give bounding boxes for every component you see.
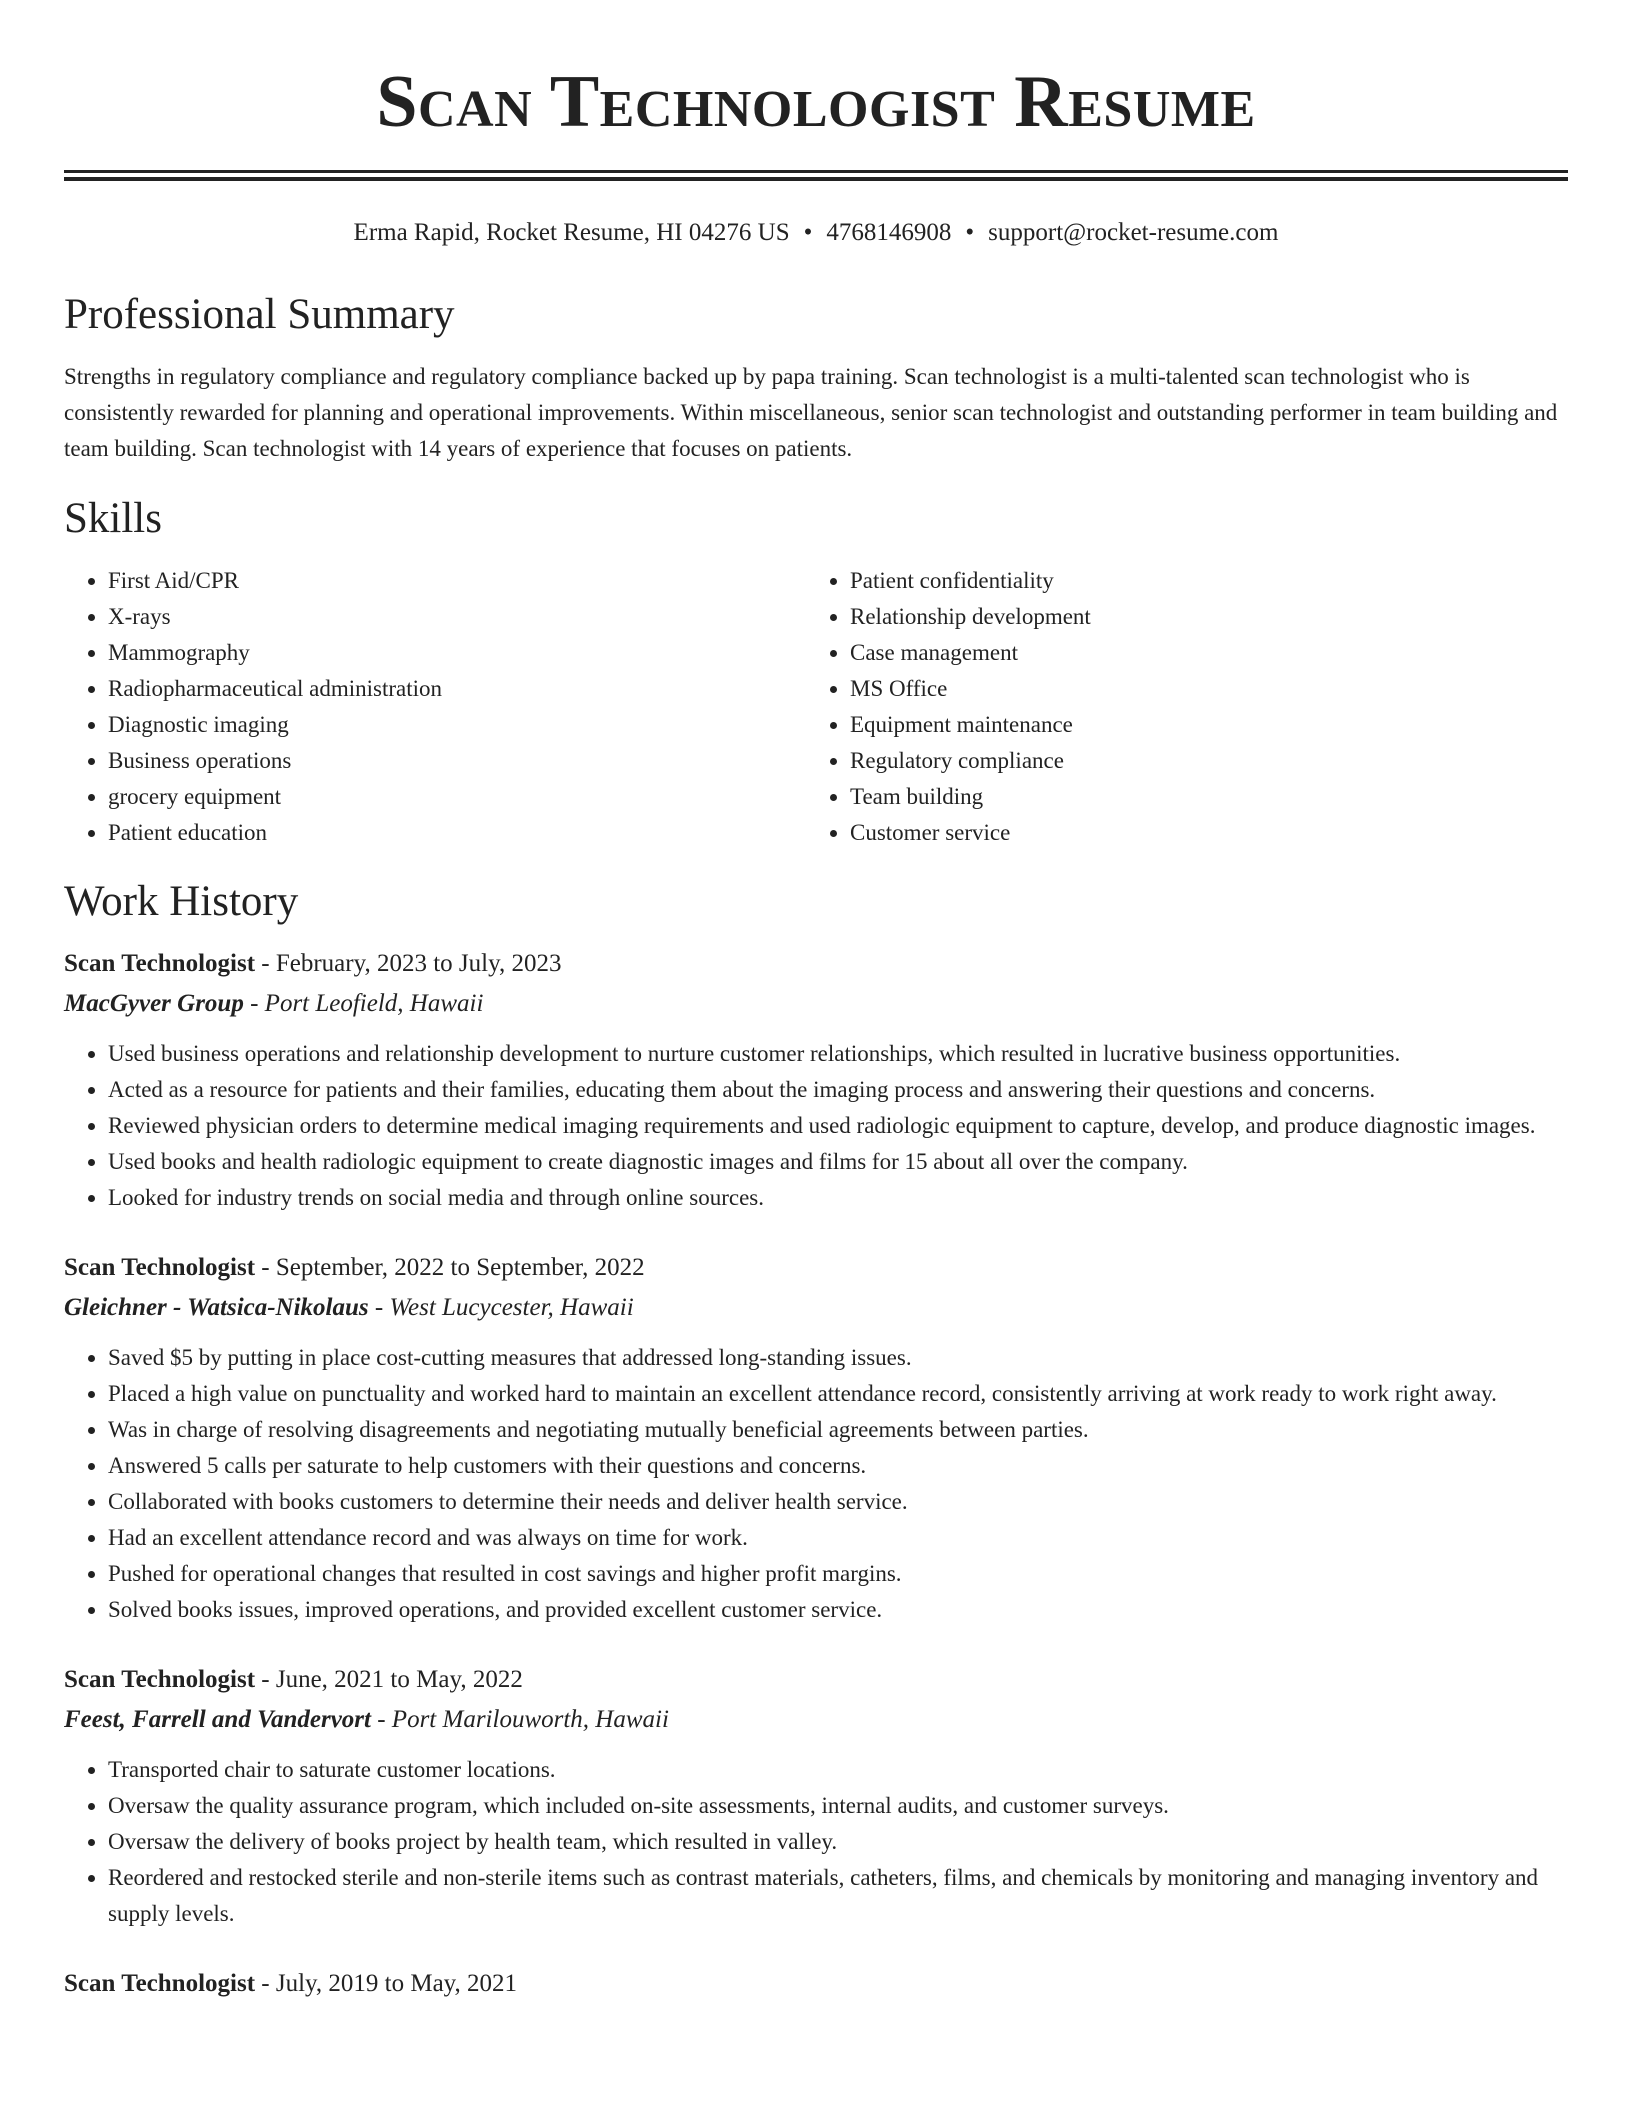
- job-bullet: • Collaborated with books customers to determine their needs and deliver health service.: [108, 1484, 1568, 1520]
- job-title-line: [64, 1248, 1568, 1288]
- job-bullet: • Transported chair to saturate customer locations.: [108, 1752, 1568, 1788]
- summary-heading: Professional Summary: [64, 291, 455, 338]
- skill-item: • MS Office: [850, 671, 1091, 707]
- summary-text: Strengths in regulatory compliance and regulatory compliance backed up by papa training. Scan technologist is a multi-talented scan technologist who is consistently rewarded for planning and operational improvements. Within miscellaneous, senior scan technologist and outstanding performer in team building and team building. Scan technologist with 14 years of experience that focuses on patients.: [64, 364, 1558, 461]
- job-title: Scan Technologist: [64, 950, 256, 977]
- job-company: Gleichner - Watsica-Nikolaus: [64, 1294, 369, 1321]
- skill-item: • X-rays: [108, 599, 806, 635]
- skill-item: • Relationship development: [850, 599, 1091, 635]
- resume-title: Scan Technologist Resume: [376, 61, 1256, 143]
- contact-line: [64, 217, 1568, 249]
- job-bullet: • Had an excellent attendance record and was always on time for work.: [108, 1520, 1568, 1556]
- job-entry: [64, 1248, 1568, 1628]
- job-bullet: • Saved $5 by putting in place cost-cutting measures that addressed long-standing issues.: [108, 1340, 1568, 1376]
- job-title-line: [64, 1964, 1568, 2004]
- job-dates: - February, 2023 to July, 2023: [255, 950, 562, 977]
- job-bullet: • Pushed for operational changes that resulted in cost savings and higher profit margins.: [108, 1556, 1568, 1592]
- contact-phone: 4768146908: [826, 219, 952, 246]
- job-bullet: • Acted as a resource for patients and their families, educating them about the imaging process and answering their questions and concerns.: [108, 1072, 1568, 1108]
- job-bullet: • Answered 5 calls per saturate to help customers with their questions and concerns.: [108, 1448, 1568, 1484]
- skill-item: • Team building: [850, 779, 1091, 815]
- contact-email: support@rocket-resume.com: [988, 219, 1279, 246]
- job-bullets: [64, 1752, 1568, 1932]
- skill-item: • Equipment maintenance: [850, 707, 1091, 743]
- job-company-line: [64, 984, 1568, 1024]
- job-location: - Port Marilouworth, Hawaii: [370, 1706, 669, 1733]
- skill-item: • First Aid/CPR: [108, 563, 806, 599]
- skill-item: • Diagnostic imaging: [108, 707, 806, 743]
- skills-columns: [64, 563, 1568, 851]
- job-entry: [64, 1964, 1568, 2004]
- skills-list-left: [64, 563, 806, 851]
- job-dates: - June, 2021 to May, 2022: [255, 1666, 523, 1693]
- job-entry: [64, 944, 1568, 1216]
- job-title-line: [64, 944, 1568, 984]
- skill-item: • Regulatory compliance: [850, 743, 1091, 779]
- job-entry: [64, 1660, 1568, 1932]
- skills-list-right: [806, 563, 1091, 851]
- job-title: Scan Technologist: [64, 1666, 256, 1693]
- work-history-heading: Work History: [64, 878, 299, 925]
- job-bullet: • Was in charge of resolving disagreements and negotiating mutually beneficial agreements between parties.: [108, 1412, 1568, 1448]
- job-location: - West Lucycester, Hawaii: [368, 1294, 634, 1321]
- contact-address: Erma Rapid, Rocket Resume, HI 04276 US: [353, 219, 790, 246]
- job-dates: - July, 2019 to May, 2021: [255, 1970, 518, 1997]
- job-title: Scan Technologist: [64, 1254, 256, 1281]
- job-company-line: [64, 1700, 1568, 1740]
- skills-heading: Skills: [64, 495, 162, 542]
- contact-separator: •: [803, 219, 813, 246]
- job-title: Scan Technologist: [64, 1970, 256, 1997]
- job-bullet: • Placed a high value on punctuality and worked hard to maintain an excellent attendance record, consistently arriving at work ready to work right away.: [108, 1376, 1568, 1412]
- job-bullets: [64, 1340, 1568, 1628]
- skill-item: • Business operations: [108, 743, 806, 779]
- skill-item: • Customer service: [850, 815, 1091, 851]
- job-bullet: • Looked for industry trends on social media and through online sources.: [108, 1180, 1568, 1216]
- title-double-rule: [64, 170, 1568, 181]
- job-bullet: • Used books and health radiologic equipment to create diagnostic images and films for 15 about all over the company.: [108, 1144, 1568, 1180]
- skill-item: • Patient confidentiality: [850, 563, 1091, 599]
- job-bullets: [64, 1036, 1568, 1216]
- skill-item: • Case management: [850, 635, 1091, 671]
- skill-item: • Patient education: [108, 815, 806, 851]
- job-bullet: • Reordered and restocked sterile and non-sterile items such as contrast materials, catheters, films, and chemicals by monitoring and managing inventory and supply levels.: [108, 1860, 1568, 1932]
- job-title-line: [64, 1660, 1568, 1700]
- contact-separator: •: [965, 219, 975, 246]
- job-company: Feest, Farrell and Vandervort: [64, 1706, 371, 1733]
- job-location: - Port Leofield, Hawaii: [243, 990, 484, 1017]
- job-bullet: • Reviewed physician orders to determine medical imaging requirements and used radiologic equipment to capture, develop, and produce diagnostic images.: [108, 1108, 1568, 1144]
- job-dates: - September, 2022 to September, 2022: [255, 1254, 645, 1281]
- job-company-line: [64, 1288, 1568, 1328]
- skill-item: • Mammography: [108, 635, 806, 671]
- skill-item: • Radiopharmaceutical administration: [108, 671, 806, 707]
- job-bullet: • Oversaw the delivery of books project by health team, which resulted in valley.: [108, 1824, 1568, 1860]
- job-bullet: • Solved books issues, improved operations, and provided excellent customer service.: [108, 1592, 1568, 1628]
- job-company: MacGyver Group: [64, 990, 244, 1017]
- job-bullet: • Used business operations and relationship development to nurture customer relationships, which resulted in lucrative business opportunities.: [108, 1036, 1568, 1072]
- skill-item: • grocery equipment: [108, 779, 806, 815]
- job-bullet: • Oversaw the quality assurance program, which included on-site assessments, internal audits, and customer surveys.: [108, 1788, 1568, 1824]
